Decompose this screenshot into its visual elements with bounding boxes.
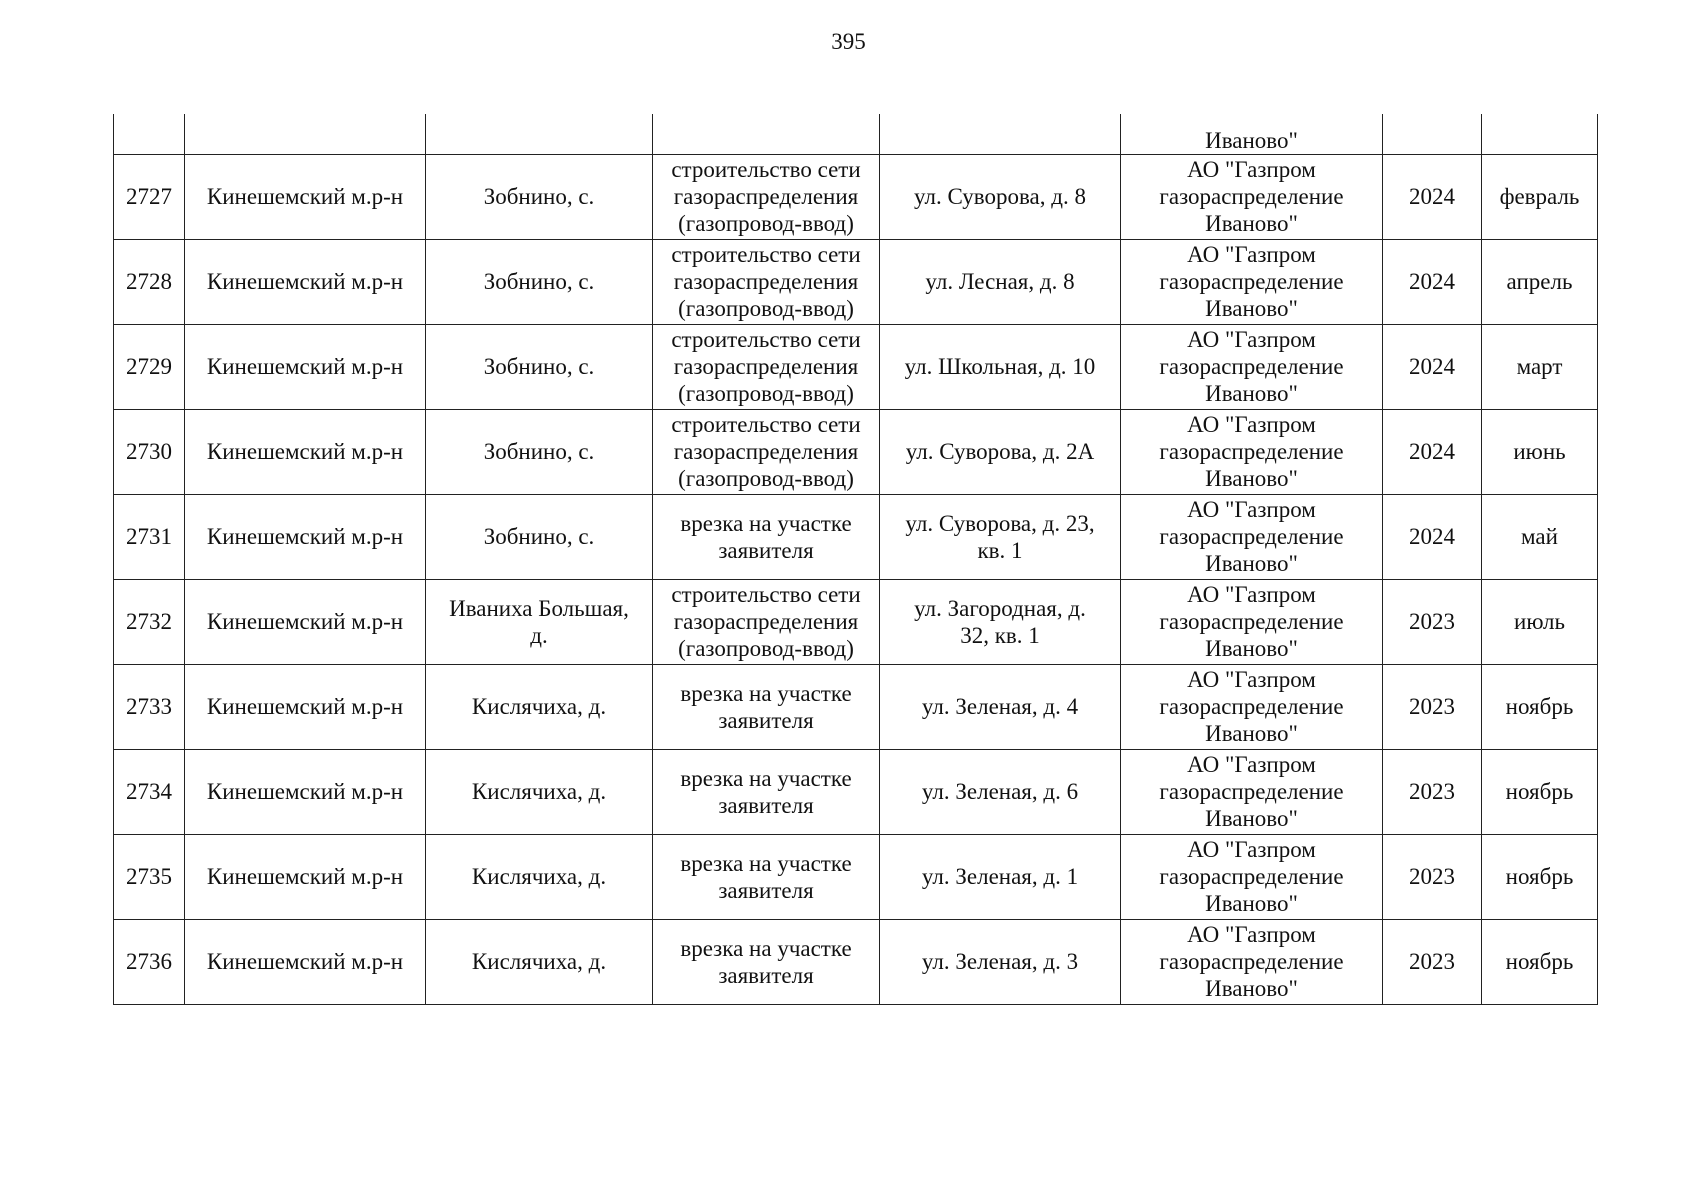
cell-line: Кинешемский м.р-н <box>206 949 404 974</box>
cell-number: 2729 <box>114 324 185 409</box>
cell-line: строительство сети <box>671 582 861 607</box>
cell-line: Кинешемский м.р-н <box>206 354 404 379</box>
cell-settlement-lines <box>434 948 644 975</box>
cell-line: Зобнино, с. <box>483 354 595 379</box>
cell-line: ул. Загородная, д. <box>914 595 1086 621</box>
cell-address-lines <box>888 778 1112 805</box>
cell-work-type <box>653 749 880 834</box>
cell-line: заявителя <box>718 537 814 563</box>
cell-address <box>880 749 1121 834</box>
cell-settlement-lines <box>434 693 644 720</box>
table-row <box>114 494 1598 579</box>
cell-operator <box>1121 239 1383 324</box>
cell-line: заявителя <box>718 877 814 903</box>
table-row <box>114 239 1598 324</box>
table-row <box>114 834 1598 919</box>
cell-district <box>185 154 426 239</box>
cell-work-type-lines <box>661 680 871 734</box>
cell-line: АО "Газпром <box>1187 922 1316 947</box>
cell-line: газораспределение <box>1159 694 1344 719</box>
cell-operator <box>1121 409 1383 494</box>
cell-work-type <box>653 919 880 1004</box>
cell-line: ул. Зеленая, д. 6 <box>921 779 1079 804</box>
cell-line: кв. 1 <box>977 537 1023 563</box>
cell-operator <box>1121 579 1383 664</box>
cell-line: газораспределение <box>1159 949 1344 974</box>
cell-address-lines <box>888 693 1112 720</box>
cell-line: Иваново" <box>1205 891 1298 916</box>
cell-address <box>880 664 1121 749</box>
cell-number: 2735 <box>114 834 185 919</box>
cell-district-lines <box>193 353 417 380</box>
cell-operator-lines <box>1129 581 1374 662</box>
cell-district <box>185 579 426 664</box>
cell-line: газораспределение <box>1159 439 1344 464</box>
cell-address <box>880 409 1121 494</box>
cell-address <box>880 834 1121 919</box>
cell-line: газораспределение <box>1159 779 1344 804</box>
cell-year: 2023 <box>1383 919 1482 1004</box>
cell-operator <box>1121 324 1383 409</box>
cell-year: 2023 <box>1383 664 1482 749</box>
table-body <box>114 114 1598 1004</box>
cell-number: 2732 <box>114 579 185 664</box>
cell-month: ноябрь <box>1482 749 1598 834</box>
cell-line: Кинешемский м.р-н <box>206 184 404 209</box>
cell-district <box>185 664 426 749</box>
cell-operator <box>1121 919 1383 1004</box>
cell-line: АО "Газпром <box>1187 412 1316 437</box>
cell-district-lines <box>193 183 417 210</box>
cell-district-lines <box>193 693 417 720</box>
cell-address-lines <box>888 510 1112 564</box>
cell-district <box>185 114 426 154</box>
cell-number: 2728 <box>114 239 185 324</box>
cell-month: апрель <box>1482 239 1598 324</box>
cell-district-lines <box>193 268 417 295</box>
cell-line: Иваново" <box>1205 551 1298 576</box>
cell-year: 2023 <box>1383 749 1482 834</box>
cell-district-lines <box>193 948 417 975</box>
cell-line: АО "Газпром <box>1187 582 1316 607</box>
cell-line: строительство сети <box>671 412 861 437</box>
cell-line: Иваново" <box>1205 211 1298 236</box>
cell-number: 2727 <box>114 154 185 239</box>
cell-line: Кинешемский м.р-н <box>206 609 404 634</box>
cell-line: заявителя <box>718 792 814 818</box>
cell-operator <box>1121 664 1383 749</box>
cell-settlement <box>426 154 653 239</box>
cell-month: март <box>1482 324 1598 409</box>
cell-line: ул. Зеленая, д. 3 <box>921 949 1079 974</box>
table-continuation-row <box>114 114 1598 154</box>
cell-address-lines <box>888 438 1112 465</box>
cell-district-lines <box>193 523 417 550</box>
cell-address <box>880 154 1121 239</box>
cell-settlement-lines <box>434 863 644 890</box>
cell-line: врезка на участке <box>680 680 852 706</box>
cell-address-lines <box>888 268 1112 295</box>
cell-operator <box>1121 154 1383 239</box>
cell-line: Зобнино, с. <box>483 184 595 209</box>
cell-line: АО "Газпром <box>1187 157 1316 182</box>
cell-district <box>185 324 426 409</box>
cell-operator-lines <box>1129 836 1374 917</box>
cell-work-type <box>653 154 880 239</box>
cell-line: Кинешемский м.р-н <box>206 269 404 294</box>
cell-settlement <box>426 834 653 919</box>
cell-year <box>1383 114 1482 154</box>
cell-line: Иваново" <box>1205 806 1298 831</box>
cell-operator <box>1121 834 1383 919</box>
cell-address <box>880 114 1121 154</box>
cell-district <box>185 409 426 494</box>
cell-line: ул. Суворова, д. 2А <box>905 439 1095 464</box>
cell-line: газораспределение <box>1159 609 1344 634</box>
cell-address-lines <box>888 863 1112 890</box>
cell-settlement <box>426 494 653 579</box>
cell-work-type-lines <box>661 581 871 662</box>
cell-work-type-lines <box>661 411 871 492</box>
cell-district-lines <box>193 438 417 465</box>
cell-line: Кислячиха, д. <box>471 949 607 974</box>
cell-operator <box>1121 114 1383 154</box>
cell-operator-lines <box>1129 921 1374 1002</box>
cell-line: ул. Зеленая, д. 1 <box>921 864 1079 889</box>
cell-address <box>880 919 1121 1004</box>
cell-line: АО "Газпром <box>1187 837 1316 862</box>
cell-settlement-lines <box>434 595 644 649</box>
cell-line: врезка на участке <box>680 850 852 876</box>
cell-work-type <box>653 239 880 324</box>
table-row <box>114 919 1598 1004</box>
cell-month <box>1482 114 1598 154</box>
cell-line: ул. Суворова, д. 8 <box>914 184 1086 209</box>
cell-line: АО "Газпром <box>1187 667 1316 692</box>
cell-line: АО "Газпром <box>1187 327 1316 352</box>
cell-line: Кинешемский м.р-н <box>206 694 404 719</box>
table-row <box>114 324 1598 409</box>
gas-connection-table <box>113 114 1598 1005</box>
cell-district <box>185 749 426 834</box>
cell-operator-lines <box>1129 496 1374 577</box>
cell-settlement <box>426 409 653 494</box>
cell-line: Иваново" <box>1205 381 1298 406</box>
cell-settlement-lines <box>434 183 644 210</box>
cell-year: 2024 <box>1383 409 1482 494</box>
cell-line: Иваново" <box>1205 127 1298 153</box>
cell-settlement-lines <box>434 523 644 550</box>
cell-operator <box>1121 494 1383 579</box>
cell-line: Зобнино, с. <box>483 439 595 464</box>
cell-line: (газопровод-ввод) <box>678 296 854 321</box>
cell-work-type <box>653 579 880 664</box>
cell-operator-lines <box>1129 326 1374 407</box>
cell-work-type <box>653 114 880 154</box>
cell-number: 2731 <box>114 494 185 579</box>
cell-line: АО "Газпром <box>1187 242 1316 267</box>
cell-address-lines <box>888 183 1112 210</box>
cell-line: АО "Газпром <box>1187 497 1316 522</box>
cell-line: ул. Суворова, д. 23, <box>905 510 1095 536</box>
cell-number: 2730 <box>114 409 185 494</box>
cell-line: газораспределения <box>673 609 859 634</box>
cell-work-type-lines <box>661 510 871 564</box>
cell-address <box>880 324 1121 409</box>
cell-settlement <box>426 664 653 749</box>
cell-operator-lines <box>1129 156 1374 237</box>
table-row <box>114 579 1598 664</box>
cell-line: ул. Лесная, д. 8 <box>925 269 1075 294</box>
cell-line: газораспределение <box>1159 184 1344 209</box>
cell-line: газораспределение <box>1159 269 1344 294</box>
cell-work-type <box>653 834 880 919</box>
cell-line: газораспределения <box>673 184 859 209</box>
cell-line: заявителя <box>718 962 814 988</box>
cell-line: (газопровод-ввод) <box>678 381 854 406</box>
table-row <box>114 409 1598 494</box>
cell-address-lines <box>888 353 1112 380</box>
cell-line: Иваново" <box>1205 721 1298 746</box>
cell-line: АО "Газпром <box>1187 752 1316 777</box>
cell-year: 2024 <box>1383 494 1482 579</box>
cell-line: Кинешемский м.р-н <box>206 779 404 804</box>
cell-district-lines <box>193 778 417 805</box>
cell-address <box>880 494 1121 579</box>
cell-settlement-lines <box>434 438 644 465</box>
cell-line: газораспределения <box>673 439 859 464</box>
cell-settlement <box>426 919 653 1004</box>
cell-line: (газопровод-ввод) <box>678 211 854 236</box>
cell-line: Кинешемский м.р-н <box>206 439 404 464</box>
cell-year: 2024 <box>1383 154 1482 239</box>
cell-line: Зобнино, с. <box>483 269 595 294</box>
cell-operator-lines <box>1129 666 1374 747</box>
cell-month: июль <box>1482 579 1598 664</box>
cell-line: (газопровод-ввод) <box>678 636 854 661</box>
cell-line: (газопровод-ввод) <box>678 466 854 491</box>
cell-line: газораспределение <box>1159 354 1344 379</box>
cell-work-type <box>653 494 880 579</box>
cell-line: 32, кв. 1 <box>960 622 1040 648</box>
cell-work-type <box>653 324 880 409</box>
cell-line: Зобнино, с. <box>483 524 595 549</box>
cell-settlement-lines <box>434 353 644 380</box>
cell-line: строительство сети <box>671 242 861 267</box>
cell-work-type-lines <box>661 156 871 237</box>
cell-line: врезка на участке <box>680 935 852 961</box>
cell-line: ул. Зеленая, д. 4 <box>921 694 1079 719</box>
cell-month: июнь <box>1482 409 1598 494</box>
cell-year: 2023 <box>1383 579 1482 664</box>
cell-district <box>185 239 426 324</box>
cell-settlement-lines <box>434 778 644 805</box>
cell-month: май <box>1482 494 1598 579</box>
cell-line: Кинешемский м.р-н <box>206 524 404 549</box>
cell-operator-lines <box>1129 127 1374 154</box>
page-number: 395 <box>831 29 866 54</box>
cell-line: Кинешемский м.р-н <box>206 864 404 889</box>
cell-line: Кислячиха, д. <box>471 694 607 719</box>
cell-settlement <box>426 114 653 154</box>
cell-month: февраль <box>1482 154 1598 239</box>
cell-operator-lines <box>1129 241 1374 322</box>
cell-work-type <box>653 664 880 749</box>
cell-line: врезка на участке <box>680 765 852 791</box>
cell-line: газораспределения <box>673 269 859 294</box>
cell-address-lines <box>888 948 1112 975</box>
cell-district <box>185 919 426 1004</box>
cell-district-lines <box>193 608 417 635</box>
cell-settlement <box>426 749 653 834</box>
cell-line: строительство сети <box>671 327 861 352</box>
cell-work-type-lines <box>661 241 871 322</box>
cell-line: газораспределения <box>673 354 859 379</box>
cell-district <box>185 494 426 579</box>
cell-district-lines <box>193 863 417 890</box>
cell-number: 2736 <box>114 919 185 1004</box>
cell-number: 2734 <box>114 749 185 834</box>
cell-line: Иваниха Большая, <box>449 595 629 621</box>
cell-line: строительство сети <box>671 157 861 182</box>
cell-operator-lines <box>1129 411 1374 492</box>
cell-year: 2024 <box>1383 324 1482 409</box>
cell-line: Иваново" <box>1205 466 1298 491</box>
cell-month: ноябрь <box>1482 919 1598 1004</box>
table-row <box>114 664 1598 749</box>
cell-line: Иваново" <box>1205 296 1298 321</box>
cell-year: 2024 <box>1383 239 1482 324</box>
cell-address <box>880 579 1121 664</box>
cell-line: ул. Школьная, д. 10 <box>904 354 1096 379</box>
cell-address-lines <box>888 595 1112 649</box>
cell-work-type-lines <box>661 326 871 407</box>
cell-address <box>880 239 1121 324</box>
cell-line: Иваново" <box>1205 636 1298 661</box>
cell-operator <box>1121 749 1383 834</box>
cell-work-type <box>653 409 880 494</box>
cell-settlement <box>426 239 653 324</box>
cell-operator-lines <box>1129 751 1374 832</box>
table-row <box>114 154 1598 239</box>
cell-line: газораспределение <box>1159 524 1344 549</box>
cell-district <box>185 834 426 919</box>
cell-line: врезка на участке <box>680 510 852 536</box>
cell-line: заявителя <box>718 707 814 733</box>
cell-settlement <box>426 324 653 409</box>
cell-number <box>114 114 185 154</box>
cell-month: ноябрь <box>1482 664 1598 749</box>
cell-line: д. <box>530 622 548 648</box>
table-row <box>114 749 1598 834</box>
cell-month: ноябрь <box>1482 834 1598 919</box>
cell-work-type-lines <box>661 935 871 989</box>
cell-year: 2023 <box>1383 834 1482 919</box>
cell-settlement <box>426 579 653 664</box>
cell-work-type-lines <box>661 765 871 819</box>
cell-line: Кислячиха, д. <box>471 864 607 889</box>
cell-line: Иваново" <box>1205 976 1298 1001</box>
cell-settlement-lines <box>434 268 644 295</box>
cell-line: Кислячиха, д. <box>471 779 607 804</box>
cell-line: газораспределение <box>1159 864 1344 889</box>
cell-number: 2733 <box>114 664 185 749</box>
cell-work-type-lines <box>661 850 871 904</box>
